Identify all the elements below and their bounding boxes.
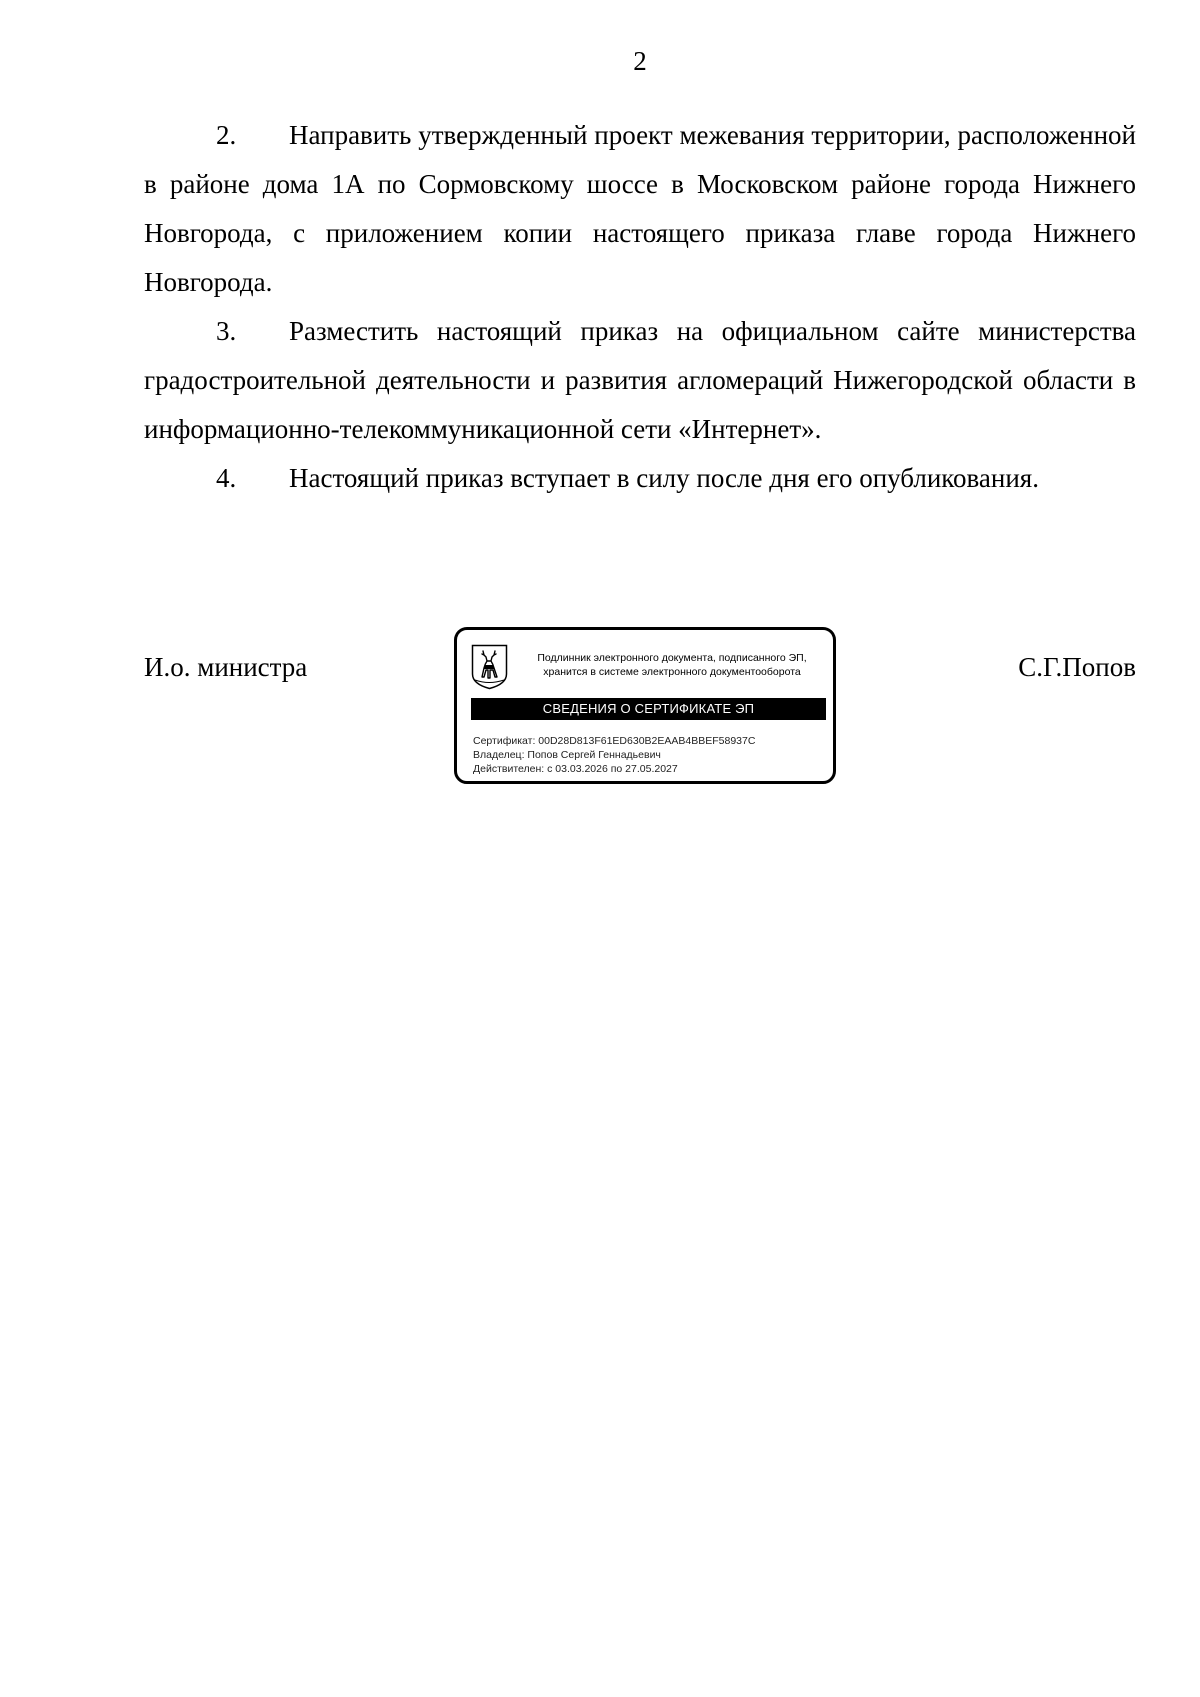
paragraph-3 [144,307,1136,454]
certificate-details [473,734,755,776]
stamp-notice [517,651,827,679]
stamp-notice-line: Подлинник электронного документа, подписанного ЭП, [537,652,807,664]
paragraph-text: Направить утвержденный проект межевания территории, расположенной в районе дома 1А по Сормовскому шоссе в Московском районе города Нижнего Новгорода, с приложением копии настоящего приказа главе города Нижнего Новгорода. [144,120,1136,297]
electronic-signature-stamp [454,627,836,784]
paragraph-text: Разместить настоящий приказ на официальном сайте министерства градостроительной деятельности и развития агломераций Нижегородской области в информационно-телекоммуникационной сети «Интернет». [144,316,1136,444]
certificate-number: Сертификат: 00D28D813F61ED630B2EAAB4BBEF58937C [473,735,756,747]
paragraph-number: 4. [216,463,237,493]
signer-name: С.Г.Попов [1018,652,1136,682]
page-number: 2 [633,46,647,76]
document-body [144,111,1136,503]
certificate-validity: Действителен: с 03.03.2026 по 27.05.2027 [473,763,678,775]
paragraph-number: 2. [216,120,237,150]
signer-position: И.о. министра [144,652,308,682]
certificate-owner: Владелец: Попов Сергей Геннадьевич [473,749,661,761]
deer-emblem-icon [471,644,508,690]
paragraph-text: Настоящий приказ вступает в силу после дня его опубликования. [289,463,1039,493]
paragraph-4 [144,454,1136,503]
stamp-notice-line: хранится в системе электронного документооборота [543,666,801,678]
paragraph-number: 3. [216,316,237,346]
stamp-header: СВЕДЕНИЯ О СЕРТИФИКАТЕ ЭП [471,698,826,720]
paragraph-2 [144,111,1136,307]
